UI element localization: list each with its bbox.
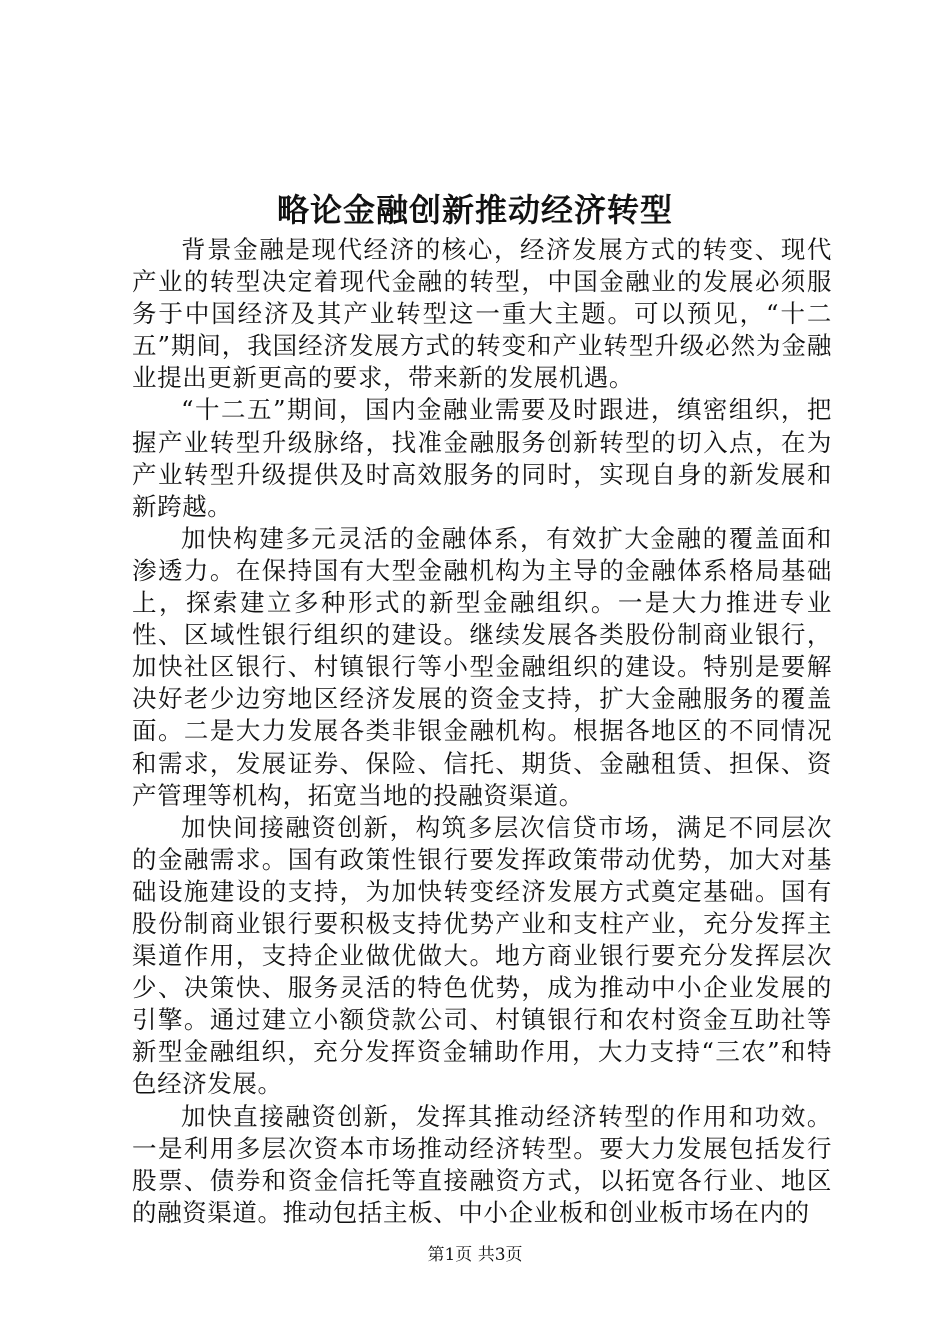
- paragraph-indirect-financing: 加快间接融资创新，构筑多层次信贷市场，满足不同层次的金融需求。国有政策性银行要发挥政策带动优势，加大对基础设施建设的支持，为加快转变经济发展方式奠定基础。国有股份制商业银行要积极支持优势产业和支柱产业，充分发挥主渠道作用，支持企业做优做大。地方商业银行要充分发挥层次少、决策快、服务灵活的特色优势，成为推动中小企业发展的引擎。通过建立小额贷款公司、村镇银行和农村资金互助社等新型金融组织，充分发挥资金辅助作用，大力支持“三农”和特色经济发展。: [132, 812, 832, 1099]
- document-body: [132, 234, 832, 1229]
- paragraph-background: 背景金融是现代经济的核心，经济发展方式的转变、现代产业的转型决定着现代金融的转型，中国金融业的发展必须服务于中国经济及其产业转型这一重大主题。可以预见，“十二五”期间，我国经济发展方式的转变和产业转型升级必然为金融业提出更新更高的要求，带来新的发展机遇。: [132, 235, 832, 393]
- document-title: 略论金融创新推动经济转型: [276, 191, 673, 229]
- paragraph-financial-system: 加快构建多元灵活的金融体系，有效扩大金融的覆盖面和渗透力。在保持国有大型金融机构为主导的金融体系格局基础上，探索建立多种形式的新型金融组织。一是大力推进专业性、区域性银行组织的建设。继续发展各类股份制商业银行，加快社区银行、村镇银行等小型金融组织的建设。特别是要解决好老少边穷地区经济发展的资金支持，扩大金融服务的覆盖面。二是大力发展各类非银金融机构。根据各地区的不同情况和需求，发展证券、保险、信托、期货、金融租赁、担保、资产管理等机构，拓宽当地的投融资渠道。: [132, 523, 832, 810]
- paragraph-direct-financing: 加快直接融资创新，发挥其推动经济转型的作用和功效。一是利用多层次资本市场推动经济转型。要大力发展包括发行股票、债券和资金信托等直接融资方式，以拓宽各行业、地区的融资渠道。推动包括主板、中小企业板和创业板市场在内的: [132, 1101, 832, 1227]
- page-number-footer: 第1页 共3页: [427, 1245, 523, 1265]
- paragraph-twelfth-five-year: “十二五”期间，国内金融业需要及时跟进，缜密组织，把握产业转型升级脉络，找准金融服务创新转型的切入点，在为产业转型升级提供及时高效服务的同时，实现自身的新发展和新跨越。: [132, 395, 832, 521]
